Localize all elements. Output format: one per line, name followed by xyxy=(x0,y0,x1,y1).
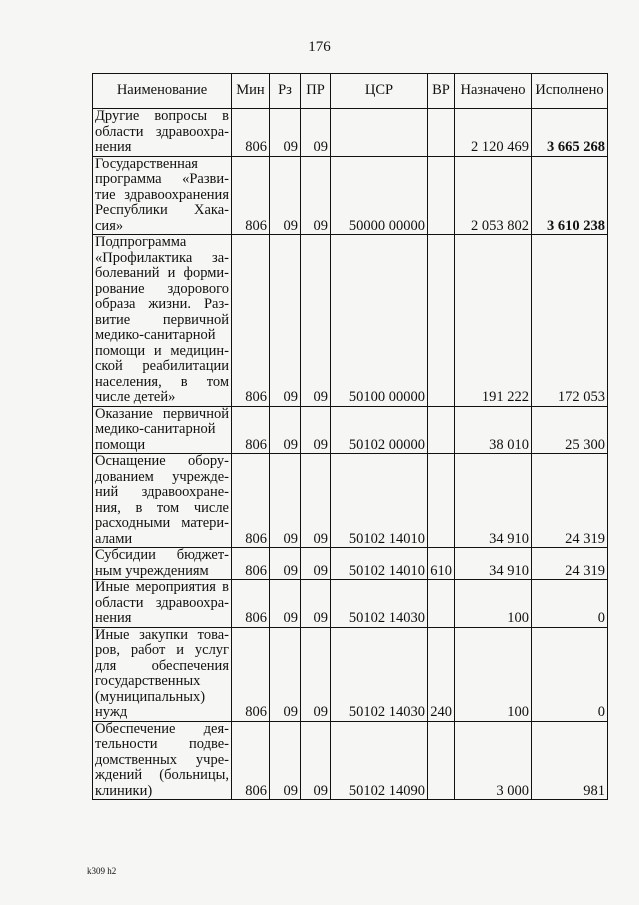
table-row xyxy=(93,627,608,721)
row-name-line: программа «Разви- xyxy=(95,171,229,187)
row-min: 806 xyxy=(232,721,270,800)
row-name-line: Иные закупки това- xyxy=(95,627,229,643)
row-csr: 50102 14010 xyxy=(331,548,428,580)
row-name-line: ния, в том числе xyxy=(95,499,229,516)
row-min: 806 xyxy=(232,454,270,548)
row-name-line: области здравоохра- xyxy=(95,594,229,611)
row-name-line: Республики Хака- xyxy=(95,202,229,218)
row-min: 806 xyxy=(232,235,270,407)
row-min: 806 xyxy=(232,109,270,157)
row-name-line: Обеспечение дея- xyxy=(95,721,229,737)
header-vr: ВР xyxy=(428,74,455,109)
row-csr: 50100 00000 xyxy=(331,235,428,407)
row-rz: 09 xyxy=(270,235,301,407)
row-name-line: клиники) xyxy=(95,782,153,799)
row-name-line: тельности подве- xyxy=(95,736,229,752)
row-rz: 09 xyxy=(270,721,301,800)
row-vr xyxy=(428,406,455,454)
row-csr: 50102 14030 xyxy=(331,627,428,721)
row-pr: 09 xyxy=(301,156,331,235)
row-assigned: 100 xyxy=(455,580,532,628)
row-name xyxy=(93,454,232,548)
table-row xyxy=(93,156,608,235)
row-name-line: нения xyxy=(95,139,132,155)
row-assigned: 100 xyxy=(455,627,532,721)
table-row xyxy=(93,548,608,580)
row-name-line: витие первичной xyxy=(95,311,229,328)
row-name-line: ний здравоохране- xyxy=(95,484,229,500)
row-rz: 09 xyxy=(270,454,301,548)
row-name-line: болеваний и форми- xyxy=(95,265,229,281)
row-name-line: (муниципальных) xyxy=(95,688,206,705)
row-assigned: 2 053 802 xyxy=(455,156,532,235)
table-row xyxy=(93,454,608,548)
budget-table xyxy=(92,73,608,800)
table-row xyxy=(93,406,608,454)
row-csr: 50102 14090 xyxy=(331,721,428,800)
row-name-line: Оказание первичной xyxy=(95,406,229,422)
row-name-line: Субсидии бюджет- xyxy=(95,547,229,563)
row-vr xyxy=(428,580,455,628)
header-assigned: Назначено xyxy=(455,74,532,109)
row-min: 806 xyxy=(232,156,270,235)
row-name-line: домственных учре- xyxy=(95,751,229,768)
row-assigned: 191 222 xyxy=(455,235,532,407)
header-csr: ЦСР xyxy=(331,74,428,109)
row-pr: 09 xyxy=(301,235,331,407)
row-name-line: ждений (больницы, xyxy=(95,767,229,783)
row-assigned: 3 000 xyxy=(455,721,532,800)
footer-code: k309 h2 xyxy=(87,866,117,876)
row-executed: 3 610 238 xyxy=(532,156,608,235)
row-name-line: медико-санитарной xyxy=(95,421,216,437)
row-assigned: 34 910 xyxy=(455,548,532,580)
row-csr: 50102 14010 xyxy=(331,454,428,548)
row-name-line: сия» xyxy=(95,217,124,234)
row-executed: 24 319 xyxy=(532,548,608,580)
row-rz: 09 xyxy=(270,156,301,235)
row-csr: 50102 14030 xyxy=(331,580,428,628)
row-name xyxy=(93,627,232,721)
row-vr: 240 xyxy=(428,627,455,721)
row-rz: 09 xyxy=(270,580,301,628)
row-name-line: области здравоохра- xyxy=(95,123,229,140)
row-executed: 24 319 xyxy=(532,454,608,548)
header-row xyxy=(93,74,608,109)
row-name-line: Иные мероприятия в xyxy=(95,579,229,595)
row-pr: 09 xyxy=(301,109,331,157)
row-vr xyxy=(428,235,455,407)
row-name-line: для обеспечения xyxy=(95,657,229,674)
row-csr: 50102 00000 xyxy=(331,406,428,454)
row-name-line: расходными матери- xyxy=(95,515,229,531)
row-pr: 09 xyxy=(301,406,331,454)
row-min: 806 xyxy=(232,406,270,454)
header-pr: ПР xyxy=(301,74,331,109)
row-name-line: населения, в том xyxy=(95,373,229,390)
row-assigned: 2 120 469 xyxy=(455,109,532,157)
row-vr xyxy=(428,721,455,800)
row-executed: 981 xyxy=(532,721,608,800)
row-csr xyxy=(331,109,428,157)
header-executed: Исполнено xyxy=(532,74,608,109)
row-name-line: «Профилактика за- xyxy=(95,249,229,266)
row-rz: 09 xyxy=(270,548,301,580)
row-executed: 0 xyxy=(532,627,608,721)
row-rz: 09 xyxy=(270,406,301,454)
row-vr xyxy=(428,156,455,235)
row-min: 806 xyxy=(232,627,270,721)
row-name-line: медико-санитарной xyxy=(95,327,216,343)
row-name-line: Оснащение обору- xyxy=(95,453,229,469)
row-pr: 09 xyxy=(301,721,331,800)
row-min: 806 xyxy=(232,548,270,580)
row-executed: 0 xyxy=(532,580,608,628)
row-name-line: помощи xyxy=(95,436,146,453)
row-pr: 09 xyxy=(301,548,331,580)
row-executed: 3 665 268 xyxy=(532,109,608,157)
row-name-line: Другие вопросы в xyxy=(95,108,229,124)
row-name-line: числе детей» xyxy=(95,389,176,405)
row-name xyxy=(93,548,232,580)
row-assigned: 38 010 xyxy=(455,406,532,454)
row-name-line: государственных xyxy=(95,673,201,689)
row-executed: 25 300 xyxy=(532,406,608,454)
row-name xyxy=(93,580,232,628)
header-name: Наименование xyxy=(93,74,232,109)
row-name xyxy=(93,235,232,407)
page-number: 176 xyxy=(308,39,331,55)
row-pr: 09 xyxy=(301,454,331,548)
row-rz: 09 xyxy=(270,109,301,157)
row-name-line: ров, работ и услуг xyxy=(95,642,229,658)
row-executed: 172 053 xyxy=(532,235,608,407)
row-vr xyxy=(428,109,455,157)
row-name-line: помощи и медицин- xyxy=(95,342,229,359)
row-name xyxy=(93,406,232,454)
row-vr: 610 xyxy=(428,548,455,580)
row-rz: 09 xyxy=(270,627,301,721)
row-vr xyxy=(428,454,455,548)
row-name-line: рование здорового xyxy=(95,280,229,297)
row-name-line: Государственная xyxy=(95,156,198,172)
row-name-line: тие здравоохранения xyxy=(95,186,229,203)
row-csr: 50000 00000 xyxy=(331,156,428,235)
table-row xyxy=(93,235,608,407)
row-name-line: ным учреждениям xyxy=(95,562,209,579)
row-name xyxy=(93,109,232,157)
row-assigned: 34 910 xyxy=(455,454,532,548)
table-row xyxy=(93,580,608,628)
table-row xyxy=(93,109,608,157)
row-name xyxy=(93,721,232,800)
header-rz: Рз xyxy=(270,74,301,109)
table-row xyxy=(93,721,608,800)
row-pr: 09 xyxy=(301,627,331,721)
row-name-line: нужд xyxy=(95,704,128,720)
row-min: 806 xyxy=(232,580,270,628)
row-name-line: алами xyxy=(95,530,133,547)
row-name-line: дованием учрежде- xyxy=(95,468,229,485)
row-name-line: нения xyxy=(95,610,132,626)
row-name-line: образа жизни. Раз- xyxy=(95,296,229,312)
header-min: Мин xyxy=(232,74,270,109)
row-name xyxy=(93,156,232,235)
row-name-line: Подпрограмма xyxy=(95,234,187,250)
row-pr: 09 xyxy=(301,580,331,628)
row-name-line: ской реабилитации xyxy=(95,358,229,374)
